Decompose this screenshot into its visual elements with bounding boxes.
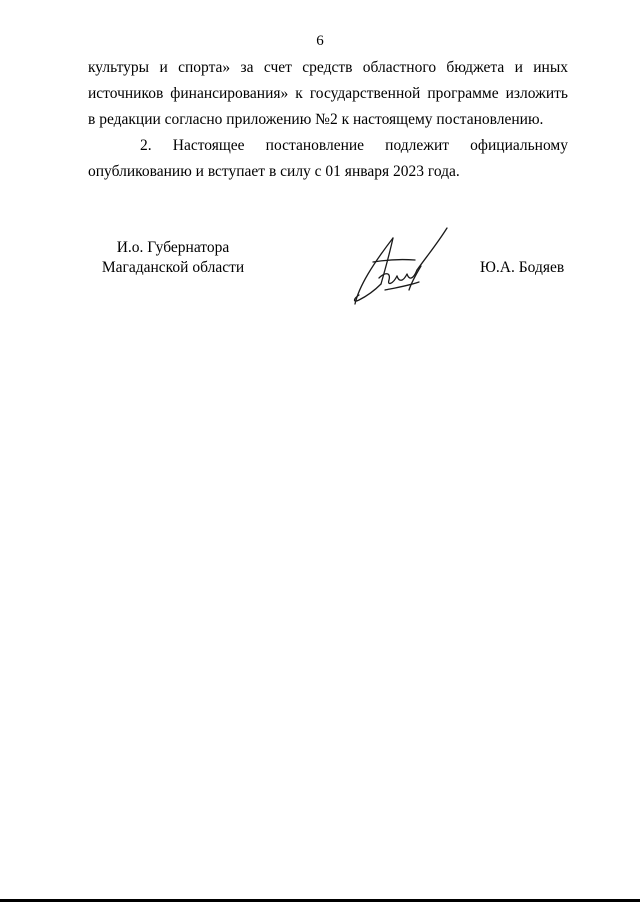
page-number: 6 [316, 33, 324, 49]
handwritten-signature [345, 226, 455, 308]
paragraph-line: 2. Настоящее постановление подлежит официальному [140, 137, 568, 154]
signature-block [0, 238, 640, 308]
signatory-title-line: Магаданской области [101, 259, 245, 276]
paragraph-line: опубликованию и вступает в силу с 01 января 2023 года. [88, 163, 460, 180]
body-paragraph-2 [88, 133, 568, 185]
signatory-title-line: И.о. Губернатора [116, 239, 230, 256]
signatory-name: Ю.А. Бодяев [480, 259, 565, 276]
paragraph-line: источников финансирования» к государственной программе изложить [88, 85, 568, 102]
signatory-title [88, 238, 258, 278]
paragraph-line: в редакции согласно приложению №2 к настоящему постановлению. [88, 111, 544, 128]
bottom-border-line [0, 899, 640, 902]
body-paragraph-1 [88, 55, 568, 133]
paragraph-line: культуры и спорта» за счет средств областного бюджета и иных [88, 59, 568, 76]
